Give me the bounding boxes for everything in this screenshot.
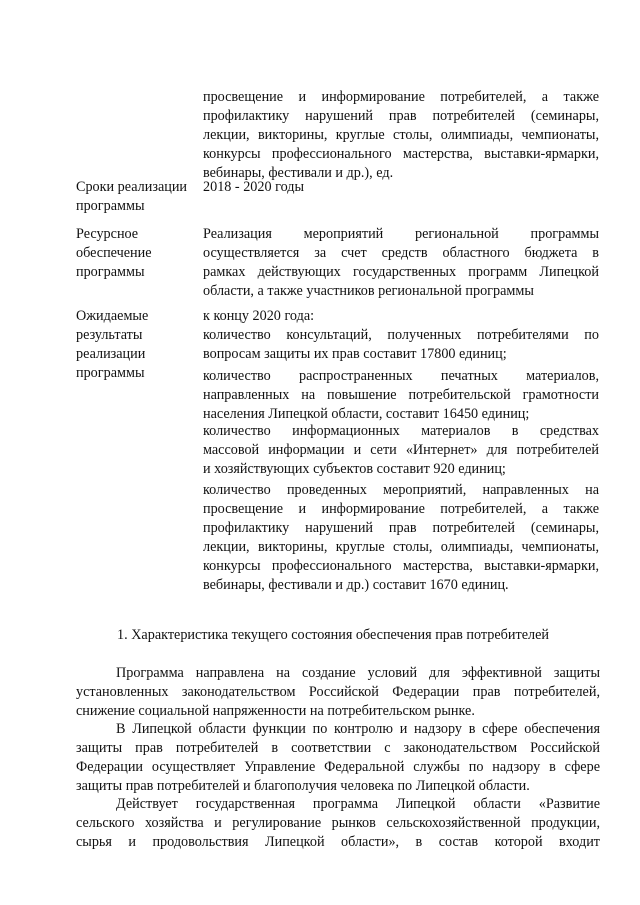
text-line: Программа направлена на создание условий для эффективной защиты (116, 665, 600, 681)
continuation-text (203, 88, 599, 183)
label-line: обеспечение (76, 245, 152, 261)
text-line: просвещение и информирование потребителей, а также (203, 89, 599, 105)
label-line: Сроки реализации (76, 179, 188, 195)
label-line: программы (76, 264, 145, 280)
text-line: Действует государственная программа Липецкой области «Развитие (116, 796, 600, 812)
label-line: программы (76, 198, 145, 214)
paragraph-2 (76, 720, 600, 796)
results-item-events (203, 481, 599, 595)
results-intro: к концу 2020 года: (203, 308, 315, 324)
text-line: количество распространенных печатных материалов, (203, 368, 599, 384)
text-line: лекции, викторины, круглые столы, олимпиады, чемпионаты, (203, 539, 599, 555)
text-line: снижение социальной напряженности на потребительском рынке. (76, 703, 475, 719)
text-line: вебинары, фестивали и др.), ед. (203, 165, 394, 181)
terms-label (76, 178, 196, 216)
resources-label (76, 225, 196, 282)
label-line: Ресурсное (76, 226, 139, 242)
text-line: вопросам защиты их прав составит 17800 единиц; (203, 346, 507, 362)
text-line: количество консультаций, полученных потребителями по (203, 327, 599, 343)
text-line: количество проведенных мероприятий, направленных на (203, 482, 599, 498)
resources-value (203, 225, 599, 301)
results-item-printed (203, 367, 599, 424)
text-line: установленных законодательством Российской Федерации прав потребителей, (76, 684, 600, 700)
text-line: Реализация мероприятий региональной программы (203, 226, 599, 242)
label-line: результаты (76, 327, 143, 343)
text-line: Федерации осуществляет Управление Федеральной службы по надзору в сфере (76, 759, 600, 775)
text-line: вебинары, фестивали и др.) составит 1670 единиц. (203, 577, 509, 593)
section-heading: 1. Характеристика текущего состояния обеспечения прав потребителей (117, 627, 549, 643)
text-line: лекции, викторины, круглые столы, олимпиады, чемпионаты, (203, 127, 599, 143)
text-line: сельского хозяйства и регулирование рынков сельскохозяйственной продукции, (76, 815, 600, 831)
text-line: рамках действующих государственных программ Липецкой (203, 264, 599, 280)
text-line: массовой информации и сети «Интернет» для потребителей (203, 442, 599, 458)
text-line: конкурсы профессионального мастерства, выставки-ярмарки, (203, 146, 599, 162)
text-line: осуществляется за счет средств областного бюджета в (203, 245, 599, 261)
text-line: защиты прав потребителей в соответствии с законодательством Российской (76, 740, 600, 756)
label-line: Ожидаемые (76, 308, 149, 324)
text-line: количество информационных материалов в средствах (203, 423, 599, 439)
text-line: области, а также участников региональной программы (203, 283, 534, 299)
text-line: просвещение и информирование потребителей, а также (203, 501, 599, 517)
paragraph-3 (76, 795, 600, 852)
results-item-media (203, 422, 599, 479)
results-item-consultations (203, 326, 599, 364)
label-line: реализации (76, 346, 146, 362)
label-line: программы (76, 365, 145, 381)
text-line: В Липецкой области функции по контролю и надзору в сфере обеспечения (116, 721, 600, 737)
terms-value: 2018 - 2020 годы (203, 179, 305, 195)
text-line: направленных на повышение потребительской грамотности (203, 387, 599, 403)
text-line: профилактику нарушений прав потребителей (семинары, (203, 520, 599, 536)
results-label (76, 307, 196, 383)
text-line: профилактику нарушений прав потребителей (семинары, (203, 108, 599, 124)
text-line: и хозяйствующих субъектов составит 920 единиц; (203, 461, 506, 477)
text-line: конкурсы профессионального мастерства, выставки-ярмарки, (203, 558, 599, 574)
text-line: сырья и продовольствия Липецкой области», в состав которой входит (76, 834, 600, 850)
text-line: населения Липецкой области, составит 16450 единиц; (203, 406, 530, 422)
paragraph-1 (76, 664, 600, 721)
text-line: защиты прав потребителей и благополучия человека по Липецкой области. (76, 778, 530, 794)
